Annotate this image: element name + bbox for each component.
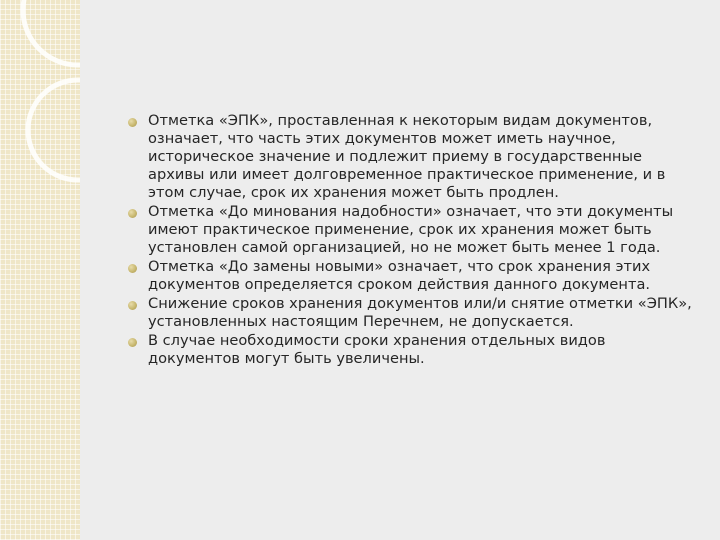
list-item	[128, 332, 700, 368]
list-item	[128, 258, 700, 294]
list-item	[128, 295, 700, 331]
list-item-text: Снижение сроков хранения документов или/и снятие отметки «ЭПК», установленных настоящим Перечнем, не допускается.	[148, 295, 692, 330]
bullet-circle-icon	[128, 338, 137, 347]
bullet-circle-icon	[128, 301, 137, 310]
decorative-circles-icon	[0, 0, 80, 540]
bullet-circle-icon	[128, 118, 137, 127]
list-item-text: Отметка «ЭПК», проставленная к некоторым видам документов, означает, что часть этих документов может иметь научное, историческое значение и подлежит приему в государственные архивы или имеет долговременное практическое применение, и в этом случае, срок их хранения может быть продлен.	[148, 112, 666, 201]
bullet-circle-icon	[128, 209, 137, 218]
decorative-side-strip	[0, 0, 80, 540]
bullet-list	[128, 112, 700, 368]
bullet-circle-icon	[128, 264, 137, 273]
slide-content	[128, 112, 700, 369]
list-item-text: В случае необходимости сроки хранения отдельных видов документов могут быть увеличены.	[148, 332, 606, 367]
list-item	[128, 203, 700, 257]
list-item-text: Отметка «До минования надобности» означает, что эти документы имеют практическое применение, срок их хранения может быть установлен самой организацией, но не может быть менее 1 года.	[148, 203, 674, 256]
list-item	[128, 112, 700, 202]
list-item-text: Отметка «До замены новыми» означает, что срок хранения этих документов определяется сроком действия данного документа.	[148, 258, 651, 293]
